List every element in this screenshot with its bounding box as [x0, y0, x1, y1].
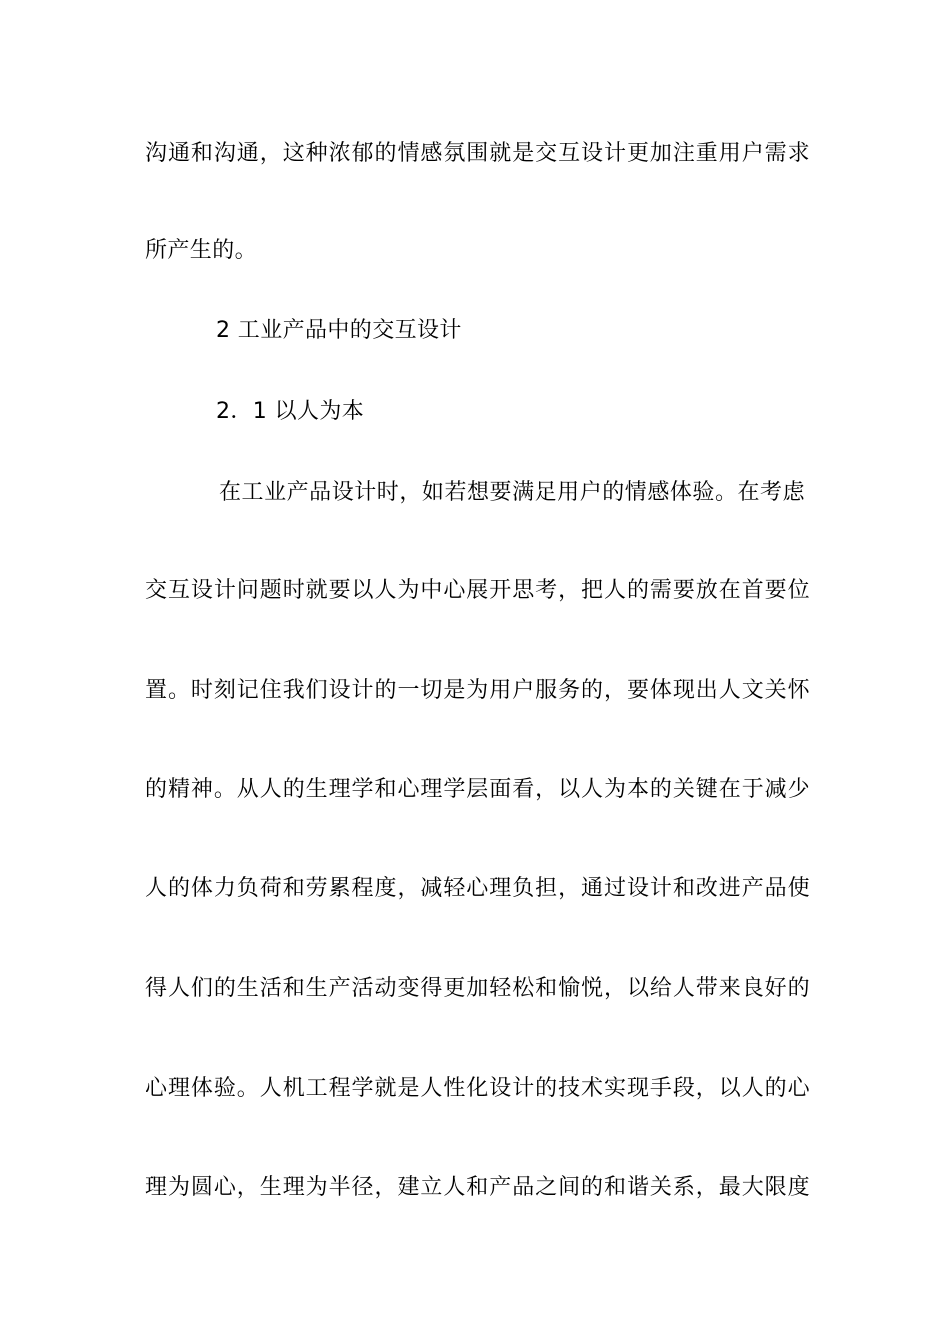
paragraph-line: 心理体验。人机工程学就是人性化设计的技术实现手段，以人的心: [145, 1076, 810, 1101]
paragraph-line: 人的体力负荷和劳累程度，减轻心理负担，通过设计和改进产品使: [145, 876, 810, 901]
paragraph-line: 在工业产品设计时，如若想要满足用户的情感体验。在考虑: [219, 480, 805, 505]
paragraph-line: 得人们的生活和生产活动变得更加轻松和愉悦，以给人带来良好的: [145, 976, 810, 1001]
paragraph-line: 理为圆心，生理为半径，建立人和产品之间的和谐关系，最大限度: [145, 1175, 810, 1200]
subsection-heading: 2．1 以人为本: [216, 399, 365, 424]
paragraph-line: 的精神。从人的生理学和心理学层面看，以人为本的关键在于减少: [145, 777, 810, 802]
paragraph-line: 交互设计问题时就要以人为中心展开思考，把人的需要放在首要位: [145, 578, 810, 603]
paragraph-line: 沟通和沟通，这种浓郁的情感氛围就是交互设计更加注重用户需求: [145, 141, 810, 166]
paragraph-line: 所产生的。: [145, 238, 258, 263]
paragraph-line: 置。时刻记住我们设计的一切是为用户服务的，要体现出人文关怀: [145, 678, 810, 703]
section-heading: 2 工业产品中的交互设计: [216, 318, 462, 343]
